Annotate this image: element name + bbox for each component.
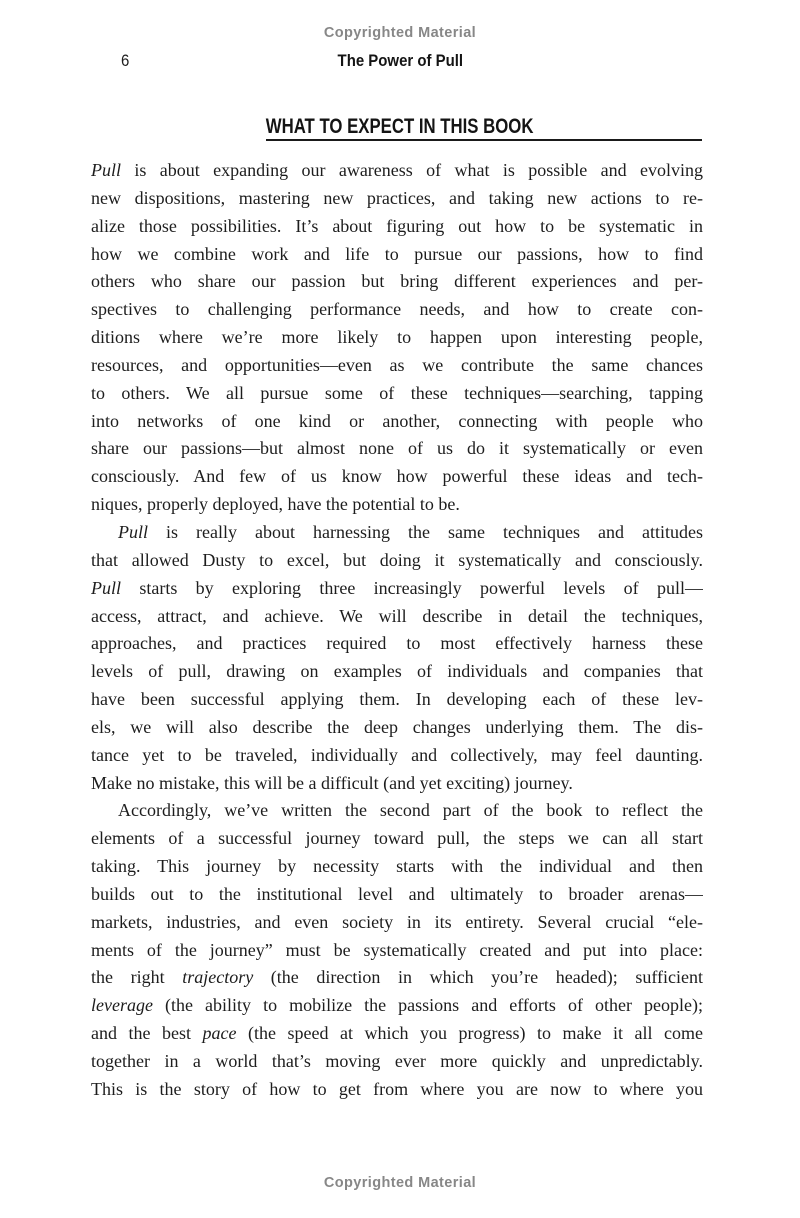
text-line: elements of a successful journey toward pull, the steps we can all start xyxy=(91,828,703,849)
text-line: alize those possibilities. It’s about figuring out how to be systematic in xyxy=(91,215,703,236)
text-line: Pull is really about harnessing the same techniques and attitudes xyxy=(118,521,703,542)
text-line: Pull is about expanding our awareness of what is possible and evolving xyxy=(91,160,703,180)
text-line: have been successful applying them. In developing each of these lev- xyxy=(91,689,703,710)
running-header xyxy=(0,51,800,71)
text-line: resources, and opportunities—even as we contribute the same chances xyxy=(91,354,703,375)
text-line: together in a world that’s moving ever more quickly and unpredictably. xyxy=(91,1051,703,1071)
text-line: approaches, and practices required to most effectively harness these xyxy=(91,633,703,654)
text-line: into networks of one kind or another, connecting with people who xyxy=(91,410,703,431)
text-line: ditions where we’re more likely to happen upon interesting people, xyxy=(91,327,703,348)
text-line: Make no mistake, this will be a difficult (and yet exciting) journey. xyxy=(91,772,573,793)
text-line: and the best pace (the speed at which you progress) to make it all come xyxy=(91,1023,703,1044)
text-line: the right trajectory (the direction in which you’re headed); sufficient xyxy=(91,967,703,988)
italic-term: Pull xyxy=(91,160,121,180)
text-line: share our passions—but almost none of us do it systematically or even xyxy=(91,438,703,459)
body-text xyxy=(91,157,703,1104)
italic-term: Pull xyxy=(91,577,121,598)
italic-term: Pull xyxy=(118,521,148,542)
italic-term: leverage xyxy=(91,995,153,1016)
text-line: Pull starts by exploring three increasingly powerful levels of pull— xyxy=(91,577,703,598)
text-line: to others. We all pursue some of these techniques—searching, tapping xyxy=(91,382,703,403)
text-line: This is the story of how to get from where you are now to where you xyxy=(91,1078,703,1099)
text-line: Accordingly, we’ve written the second part of the book to reflect the xyxy=(118,800,703,821)
text-line: builds out to the institutional level and ultimately to broader arenas— xyxy=(91,883,703,904)
text-line: others who share our passion but bring different experiences and per- xyxy=(91,271,703,292)
text-line: access, attract, and achieve. We will describe in detail the techniques, xyxy=(91,605,703,626)
text-line: taking. This journey by necessity starts with the individual and then xyxy=(91,856,703,877)
text-line: markets, industries, and even society in its entirety. Several crucial “ele- xyxy=(91,911,703,932)
section-heading xyxy=(0,114,800,139)
text-line: els, we will also describe the deep changes underlying them. The dis- xyxy=(91,716,703,737)
text-line: spectives to challenging performance needs, and how to create con- xyxy=(91,299,703,320)
text-line: ments of the journey” must be systematically created and put into place: xyxy=(91,939,703,960)
page-number-value: 6 xyxy=(121,51,130,70)
text-line: niques, properly deployed, have the potential to be. xyxy=(91,494,460,515)
text-line: consciously. And few of us know how powerful these ideas and tech- xyxy=(91,466,703,487)
text-line: tance yet to be traveled, individually and collectively, may feel daunting. xyxy=(91,744,703,765)
text-line: leverage (the ability to mobilize the passions and efforts of other people); xyxy=(91,995,703,1016)
running-header-title: The Power of Pull xyxy=(337,51,463,70)
text-line: that allowed Dusty to excel, but doing it systematically and consciously. xyxy=(91,549,703,570)
text-line: how we combine work and life to pursue our passions, how to find xyxy=(91,243,703,264)
copyright-notice-top: Copyrighted Material xyxy=(323,25,477,41)
italic-term: trajectory xyxy=(182,967,254,988)
italic-term: pace xyxy=(202,1023,237,1044)
heading-underline xyxy=(266,139,702,141)
section-heading-text: WHAT TO EXPECT IN THIS BOOK xyxy=(266,114,534,138)
text-line: levels of pull, drawing on examples of individuals and companies that xyxy=(91,661,703,682)
copyright-notice-bottom: Copyrighted Material xyxy=(323,1175,477,1191)
text-line: new dispositions, mastering new practices, and taking new actions to re- xyxy=(91,187,703,208)
